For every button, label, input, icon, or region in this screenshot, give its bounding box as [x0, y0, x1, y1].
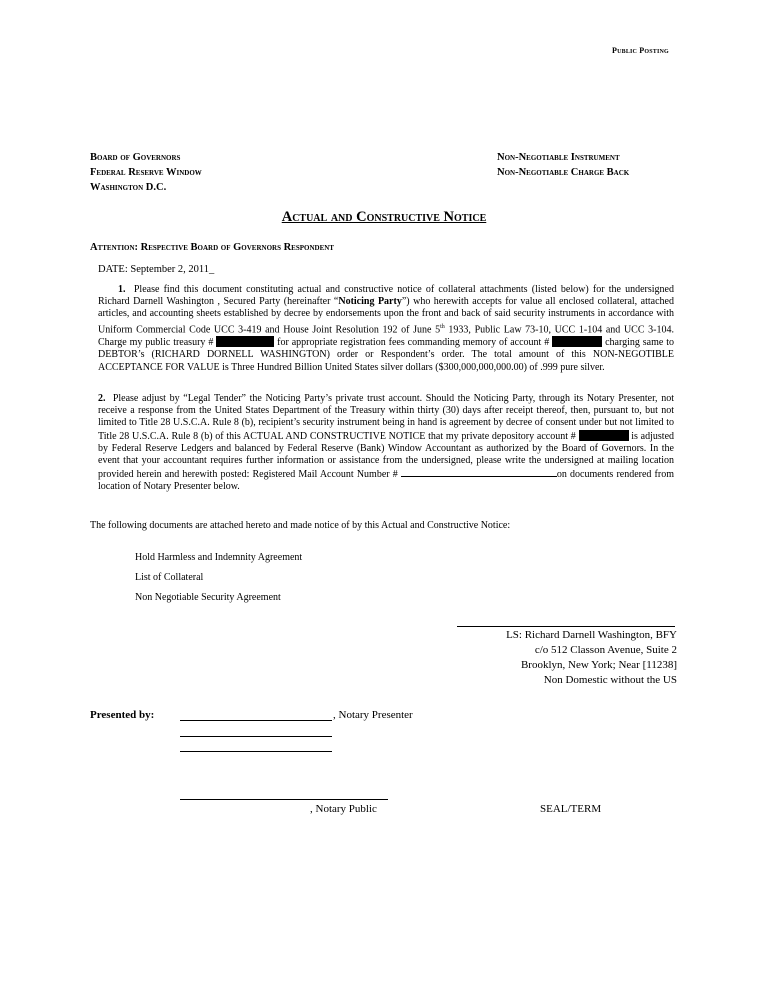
- list-item: List of Collateral: [135, 572, 204, 583]
- paragraph-1: [98, 284, 674, 374]
- addressee-right: [497, 150, 629, 180]
- instrument-type-2: Non-Negotiable Charge Back: [497, 167, 630, 178]
- redacted-depository-account: [579, 430, 629, 441]
- date-line: DATE: September 2, 2011_: [98, 264, 215, 275]
- presented-by-label: Presented by:: [90, 709, 155, 721]
- paragraph-2: [98, 393, 674, 494]
- notary-public-label: , Notary Public: [310, 803, 377, 815]
- redacted-memory-account: [552, 336, 602, 347]
- noticing-party-term: Noticing Party: [338, 296, 402, 308]
- signer-address-2: Brooklyn, New York; Near [11238]: [520, 659, 677, 671]
- document-title: Actual and Constructive Notice: [281, 209, 487, 225]
- paragraph-1-text-c: 1933, Public Law 73-10, UCC 1-104 and UCC 3-104. Charge my public treasury #: [98, 323, 674, 349]
- signature-line: [457, 626, 675, 627]
- attachments-intro: The following documents are attached hereto and made notice of by this Actual and Constructive Notice:: [90, 520, 511, 531]
- paragraph-2-text-c: on documents rendered from location of Notary Presenter below.: [98, 469, 674, 493]
- list-item: Non Negotiable Security Agreement: [135, 592, 281, 603]
- paragraph-1-text-e: charging same to DEBTOR’s (RICHARD DORNELL WASHINGTON) order or Respondent’s order. The total amount of this NON-NEGOTIBLE ACCEPTANCE FOR VALUE is Three Hundred Billion United States silver dollars ($300,000,000,000.00) of .999 pure silver.: [98, 337, 675, 373]
- signature-block: [440, 628, 677, 688]
- addressee-line-2: Federal Reserve Window: [90, 167, 202, 178]
- addressee-left: [90, 150, 202, 195]
- addressee-line-3: Washington D.C.: [90, 182, 167, 193]
- addressee-line-1: Board of Governors: [90, 152, 181, 163]
- presenter-line-1: [180, 720, 332, 721]
- paragraph-1-text-b: ”) who herewith accepts for value all enclosed collateral, attached articles, and accounting sheets established by decree by endorsements upon the front and back of said security instruments in accordance with Uniform Commercial Code UCC 3-419 and House Joint Resolution 192 of June 5: [98, 296, 674, 335]
- signer-name: LS: Richard Darnell Washington, BFY: [506, 629, 677, 641]
- signer-status: Non Domestic without the US: [543, 674, 677, 686]
- redacted-treasury-account: [216, 336, 274, 347]
- registered-mail-blank: [401, 467, 557, 477]
- signer-address-1: c/o 512 Classon Avenue, Suite 2: [534, 644, 677, 656]
- attachments-list: [135, 548, 302, 608]
- instrument-type-1: Non-Negotiable Instrument: [497, 152, 620, 163]
- presenter-line-2: [180, 736, 332, 737]
- paragraph-1-text-d: for appropriate registration fees commanding memory of account #: [274, 337, 550, 349]
- paragraph-2-text-b: is adjusted by Federal Reserve Ledgers and balanced by Federal Reserve (Bank) Window Accountant as authorized by the Board of Governors. In the event that your accountant requires further information or assistance from the undersigned, please write the undersigned at mailing location provided herein and herewith posted: Registered Mail Account Number #: [98, 430, 675, 481]
- seal-term-label: SEAL/TERM: [540, 803, 602, 815]
- paragraph-1-text-a: Please find this document constituting actual and constructive notice of collateral attachments (listed below) for the undersigned Richard Darnell Washington , Secured Party (hereinafter “: [98, 284, 674, 308]
- paragraph-2-text-a: Please adjust by “Legal Tender” the Noticing Party’s private trust account. Should the Noticing Party, through its Notary Presenter, not receive a response from the United States Department of the Treasury within thirty (30) days after receipt thereof, then, pursuant to, but not limited to Title 28 U.S.C.A. Rule 8 (b), recipient’s security instrument being in hand is agreement by decree of consent under but not limited to Title 28 U.S.C.A. Rule 8 (b) of this ACTUAL AND CONSTRUCTIVE NOTICE that my private depository account #: [98, 393, 674, 442]
- notary-presenter-label: , Notary Presenter: [333, 709, 413, 721]
- public-posting-label: Public Posting: [612, 46, 669, 55]
- list-item: Hold Harmless and Indemnity Agreement: [135, 552, 303, 563]
- paragraph-1-number: 1.: [118, 284, 126, 295]
- paragraph-2-number: 2.: [98, 393, 106, 404]
- notary-public-line: [180, 799, 388, 800]
- attention-line: Attention: Respective Board of Governors Respondent: [90, 242, 334, 253]
- ordinal-suffix: th: [440, 323, 445, 330]
- presenter-line-3: [180, 751, 332, 752]
